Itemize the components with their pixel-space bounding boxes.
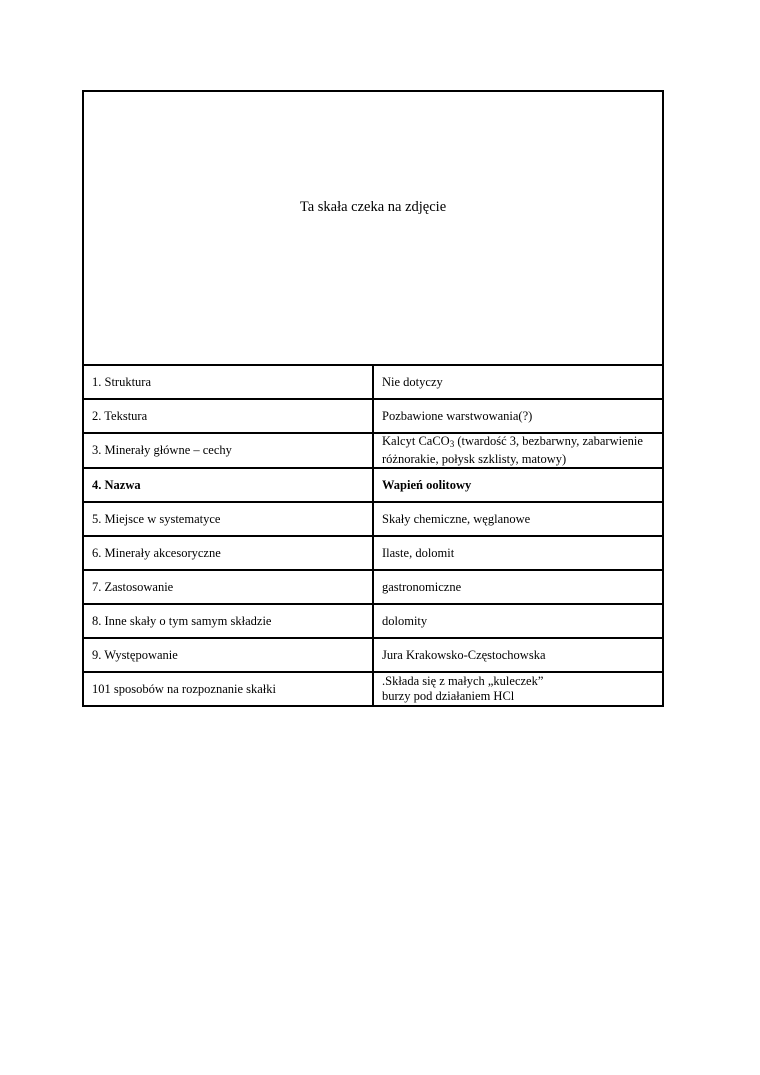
table-row-nazwa <box>83 468 663 502</box>
table-row-tekstura <box>83 399 663 433</box>
photo-placeholder-text: Ta skała czeka na zdjęcie <box>299 198 447 215</box>
row-label: 8. Inne skały o tym samym składzie <box>83 604 373 638</box>
photo-row <box>83 91 663 365</box>
rock-description-table <box>82 90 664 707</box>
row-value <box>373 672 663 706</box>
table-row-mineraly-glowne <box>83 433 663 468</box>
row-label: 6. Minerały akcesoryczne <box>83 536 373 570</box>
value-subscript: 3 <box>449 439 455 449</box>
value-suffix: (twardość 3, bezbarwny, zabarwienie różnorakie, połysk szklisty, matowy) <box>382 434 643 466</box>
row-label: 3. Minerały główne – cechy <box>83 433 373 468</box>
table-row-struktura <box>83 365 663 399</box>
row-label: 4. Nazwa <box>83 468 373 502</box>
table-row-inne-skaly <box>83 604 663 638</box>
row-label: 7. Zastosowanie <box>83 570 373 604</box>
row-value: Skały chemiczne, węglanowe <box>373 502 663 536</box>
row-label: 2. Tekstura <box>83 399 373 433</box>
row-value: Wapień oolitowy <box>373 468 663 502</box>
row-value: dolomity <box>373 604 663 638</box>
photo-placeholder-cell <box>83 91 663 365</box>
row-value: Pozbawione warstwowania(?) <box>373 399 663 433</box>
table-row-sposoby-rozpoznania <box>83 672 663 706</box>
row-label: 9. Występowanie <box>83 638 373 672</box>
row-label: 5. Miejsce w systematyce <box>83 502 373 536</box>
table-row-mineraly-akcesoryczne <box>83 536 663 570</box>
row-value <box>373 433 663 468</box>
value-prefix: Kalcyt CaCO <box>382 434 450 448</box>
row-value: Jura Krakowsko-Częstochowska <box>373 638 663 672</box>
row-value: Ilaste, dolomit <box>373 536 663 570</box>
table-row-miejsce-w-systematyce <box>83 502 663 536</box>
row-value: gastronomiczne <box>373 570 663 604</box>
row-value: Nie dotyczy <box>373 365 663 399</box>
row-label: 101 sposobów na rozpoznanie skałki <box>83 672 373 706</box>
value-line-1: .Składa się z małych „kuleczek” <box>382 674 544 688</box>
table-row-wystepowanie <box>83 638 663 672</box>
value-line-2: burzy pod działaniem HCl <box>382 689 515 703</box>
row-label: 1. Struktura <box>83 365 373 399</box>
table-row-zastosowanie <box>83 570 663 604</box>
